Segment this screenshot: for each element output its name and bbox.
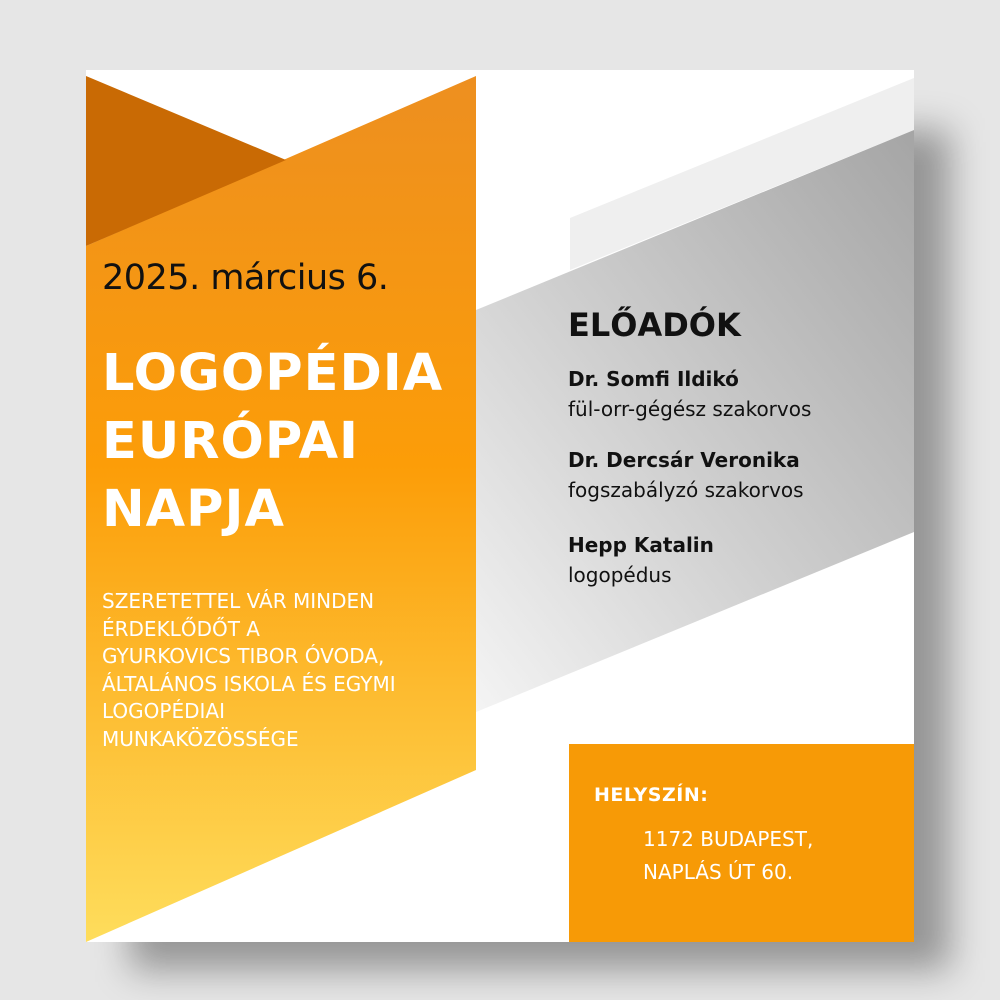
venue-address-line: NAPLÁS ÚT 60. [643, 860, 794, 884]
title-line: NAPJA [102, 480, 285, 539]
title-line: LOGOPÉDIA [102, 344, 444, 403]
speaker-role: fül-orr-gégész szakorvos [568, 397, 812, 421]
invitation-line: ÉRDEKLŐDŐT A [102, 616, 260, 641]
speaker-2 [568, 445, 804, 505]
speaker-role: fogszabályzó szakorvos [568, 478, 804, 502]
venue-address [643, 823, 813, 889]
venue-label: HELYSZÍN: [594, 784, 709, 806]
speakers-heading: ELŐADÓK [568, 306, 741, 344]
speaker-name: Hepp Katalin [568, 533, 714, 557]
speaker-name: Dr. Dercsár Veronika [568, 448, 800, 472]
speaker-name: Dr. Somfi Ildikó [568, 367, 739, 391]
poster-card [86, 70, 914, 942]
title-line: EURÓPAI [102, 412, 360, 471]
venue-address-line: 1172 BUDAPEST, [643, 827, 814, 851]
event-title [102, 340, 443, 544]
speaker-role: logopédus [568, 563, 672, 587]
invitation-line: MUNKAKÖZÖSSÉGE [102, 726, 299, 751]
invitation-line: SZERETETTEL VÁR MINDEN [102, 589, 375, 613]
event-date: 2025. március 6. [102, 258, 389, 298]
invitation-line: ÁLTALÁNOS ISKOLA ÉS EGYMI [102, 671, 396, 696]
venue-box [569, 744, 914, 942]
speaker-1 [568, 364, 811, 424]
speaker-3 [568, 530, 714, 590]
invitation-line: LOGOPÉDIAI [102, 699, 225, 723]
invitation-line: GYURKOVICS TIBOR ÓVODA, [102, 644, 385, 668]
invitation-text [102, 588, 462, 753]
